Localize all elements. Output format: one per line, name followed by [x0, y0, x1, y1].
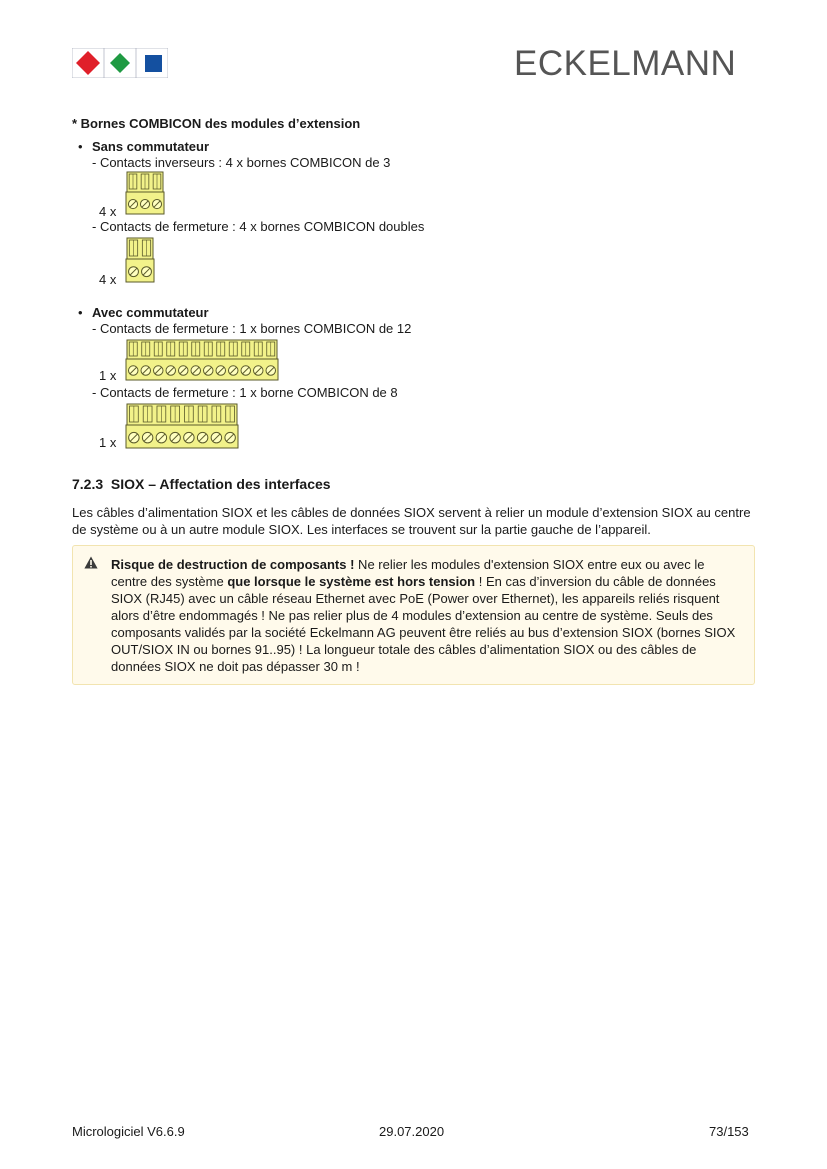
bullet: • [78, 305, 83, 320]
logo-blue-square [145, 55, 162, 72]
warning-text-1: Ne relier les modules d'extension SIOX entre eux ou avec le centre des système [111, 557, 705, 589]
group-with-switch-label: Avec commutateur [92, 305, 209, 320]
group-without-item-2: - Contacts de fermeture : 4 x bornes COMBICON doubles [92, 219, 425, 234]
brand-name: ECKELMANN [514, 44, 737, 83]
section-heading [72, 476, 331, 492]
connector-3-pin-icon [125, 171, 165, 215]
group-without-switch-label: Sans commutateur [92, 139, 210, 154]
group-with-item-2: - Contacts de fermeture : 1 x borne COMBICON de 8 [92, 385, 398, 400]
group-without-item-1: - Contacts inverseurs : 4 x bornes COMBICON de 3 [92, 155, 391, 170]
section-paragraph: Les câbles d’alimentation SIOX et les câbles de données SIOX servent à relier un module d’extension SIOX au centre de système ou à un autre module SIOX. Les interfaces se trouvent sur la partie gauche de l’appareil. [72, 505, 751, 537]
footer-page: 73/153 [709, 1124, 749, 1139]
quantity-label: 1 x [99, 435, 117, 450]
warning-strong-2: que lorsque le système est hors tension [227, 574, 476, 589]
group-with-item-1: - Contacts de fermeture : 1 x bornes COMBICON de 12 [92, 321, 412, 336]
quantity-label: 4 x [99, 204, 117, 219]
connector-8-pin-icon [125, 403, 239, 449]
quantity-label: 4 x [99, 272, 117, 287]
section-number: 7.2.3 [72, 476, 104, 492]
warning-strong-1: Risque de destruction de composants ! [111, 557, 355, 572]
connector-2-pin-icon [125, 237, 155, 283]
connector-12-pin-icon [125, 339, 279, 381]
warning-icon [84, 556, 98, 569]
quantity-label: 1 x [99, 368, 117, 383]
footer-date: 29.07.2020 [379, 1124, 445, 1139]
combicon-title: * Bornes COMBICON des modules d’extension [72, 116, 361, 131]
section-title: SIOX – Affectation des interfaces [110, 476, 331, 492]
company-logo [72, 48, 168, 78]
warning-text [111, 556, 741, 675]
bullet: • [78, 139, 83, 154]
footer-firmware: Micrologiciel V6.6.9 [72, 1124, 185, 1139]
warning-text-2: ! En cas d’inversion du câble de données SIOX (RJ45) avec un câble réseau Ethernet avec PoE (Power over Ethernet), les appareils reliés risquent alors d’être endommagés ! Ne pas relier plus de 4 modules d’extension au centre de système. Seuls des composants validés par la société Eckelmann AG peuvent être reliés au bus d’extension SIOX (bornes SIOX OUT/SIOX IN ou bornes 91..95) ! La longueur totale des câbles d’alimentation SIOX ou des câbles de données SIOX ne doit pas dépasser 30 m ! [111, 574, 736, 674]
